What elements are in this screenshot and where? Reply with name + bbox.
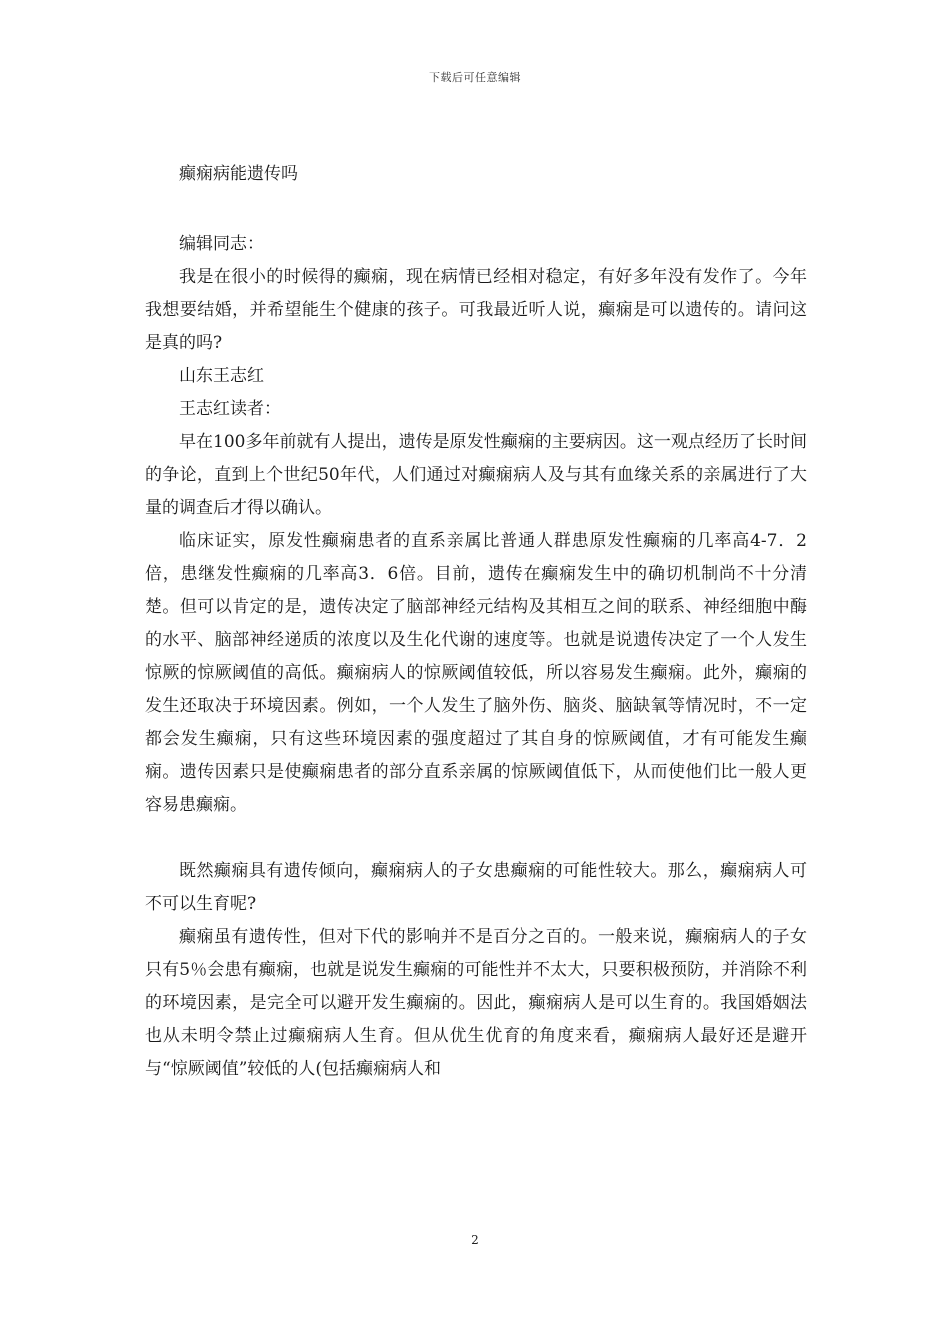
letter-body: 我是在很小的时候得的癫痫，现在病情已经相对稳定，有好多年没有发作了。今年我想要结婚，并希望能生个健康的孩子。可我最近听人说，癫痫是可以遗传的。请问这是真的吗? [145,267,807,353]
letter-signature: 山东王志红 [179,366,264,386]
title-spacer [145,191,807,228]
page-header-note: 下载后可任意编辑 [429,71,521,84]
page-number: 2 [471,1233,479,1247]
reply-paragraph-2: 临床证实，原发性癫痫患者的直系亲属比普通人群患原发性癫痫的几率高4-7．2倍，患继发性癫痫的几率高3．6倍。目前，遗传在癫痫发生中的确切机制尚不十分清楚。但可以肯定的是，遗传决定了脑部神经元结构及其相互之间的联系、神经细胞中酶的水平、脑部神经递质的浓度以及生化代谢的速度等。也就是说遗传决定了一个人发生惊厥的惊厥阈值的高低。癫痫病人的惊厥阈值较低，所以容易发生癫痫。此外，癫痫的发生还取决于环境因素。例如，一个人发生了脑外伤、脑炎、脑缺氧等情况时，不一定都会发生癫痫，只有这些环境因素的强度超过了其自身的惊厥阈值，才有可能发生癫痫。遗传因素只是使癫痫患者的部分直系亲属的惊厥阈值低下，从而使他们比一般人更容易患癫痫。 [145,531,807,815]
letter-salutation: 编辑同志： [179,234,264,254]
reply-paragraph-4: 癫痫虽有遗传性，但对下代的影响并不是百分之百的。一般来说，癫痫病人的子女只有5％会患有癫痫，也就是说发生癫痫的可能性并不太大，只要积极预防，并消除不利的环境因素，是完全可以避开发生癫痫的。因此，癫痫病人是可以生育的。我国婚姻法也从未明令禁止过癫痫病人生育。但从优生优育的角度来看，癫痫病人最好还是避开与“惊厥阈值”较低的人(包括癫痫病人和 [145,927,807,1079]
article-body [145,158,807,1086]
article-title: 癫痫病能遗传吗 [179,164,298,184]
section-spacer [145,822,807,855]
reply-paragraph-1: 早在100多年前就有人提出，遗传是原发性癫痫的主要病因。这一观点经历了长时间的争论，直到上个世纪50年代，人们通过对癫痫病人及与其有血缘关系的亲属进行了大量的调查后才得以确认。 [145,432,807,518]
reply-paragraph-3: 既然癫痫具有遗传倾向，癫痫病人的子女患癫痫的可能性较大。那么，癫痫病人可不可以生育呢? [145,861,807,914]
reply-salutation: 王志红读者： [179,399,281,419]
